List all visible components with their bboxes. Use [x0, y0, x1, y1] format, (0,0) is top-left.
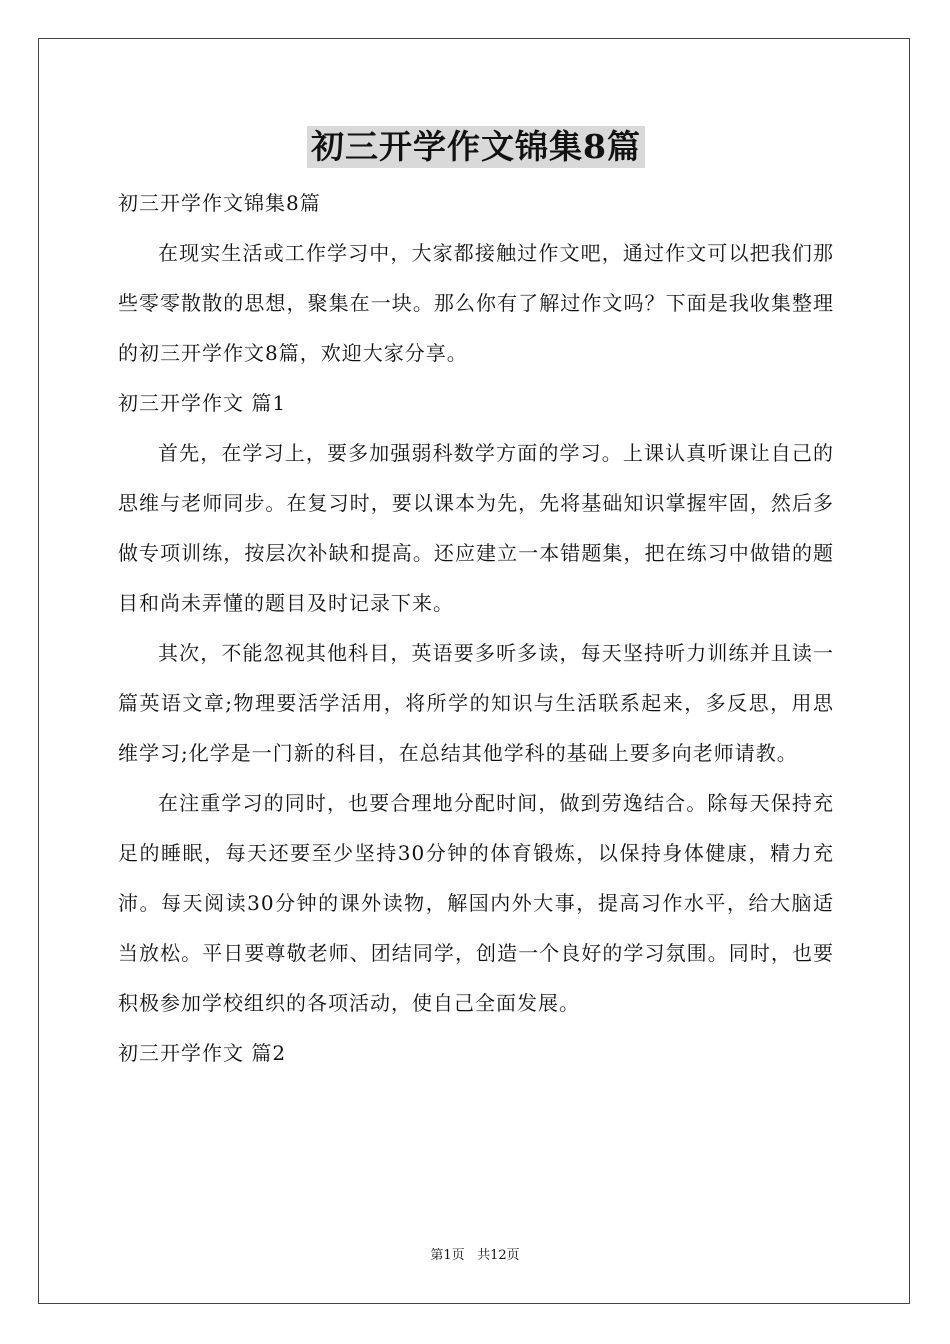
section1-paragraph-3: 在注重学习的同时，也要合理地分配时间，做到劳逸结合。除每天保持充足的睡眠，每天还要至少坚持30分钟的体育锻炼，以保持身体健康，精力充沛。每天阅读30分钟的课外读物，解国内外大事，提高习作水平，给大脑适当放松。平日要尊敬老师、团结同学，创造一个良好的学习氛围。同时，也要积极参加学校组织的各项活动，使自己全面发展。 [118, 791, 834, 1015]
document-body [118, 126, 834, 1078]
section-heading-1: 初三开学作文 篇1 [118, 391, 287, 415]
page-total: 共12页 [477, 1248, 520, 1263]
page-footer [0, 1247, 950, 1265]
intro-paragraph: 在现实生活或工作学习中，大家都接触过作文吧，通过作文可以把我们那些零零散散的思想，聚集在一块。那么你有了解过作文吗？下面是我收集整理的初三开学作文8篇，欢迎大家分享。 [118, 241, 834, 365]
document-title: 初三开学作文锦集8篇 [307, 126, 645, 168]
section-heading-2: 初三开学作文 篇2 [118, 1041, 287, 1065]
title-container [118, 126, 834, 174]
document-subtitle: 初三开学作文锦集8篇 [118, 191, 321, 215]
page-number: 第1页 [430, 1248, 465, 1263]
section1-paragraph-2: 其次，不能忽视其他科目，英语要多听多读，每天坚持听力训练并且读一篇英语文章;物理要活学活用，将所学的知识与生活联系起来，多反思，用思维学习;化学是一门新的科目，在总结其他学科的基础上要多向老师请教。 [118, 641, 834, 765]
section1-paragraph-1: 首先，在学习上，要多加强弱科数学方面的学习。上课认真听课让自己的思维与老师同步。在复习时，要以课本为先，先将基础知识掌握牢固，然后多做专项训练，按层次补缺和提高。还应建立一本错题集，把在练习中做错的题目和尚未弄懂的题目及时记录下来。 [118, 441, 834, 615]
